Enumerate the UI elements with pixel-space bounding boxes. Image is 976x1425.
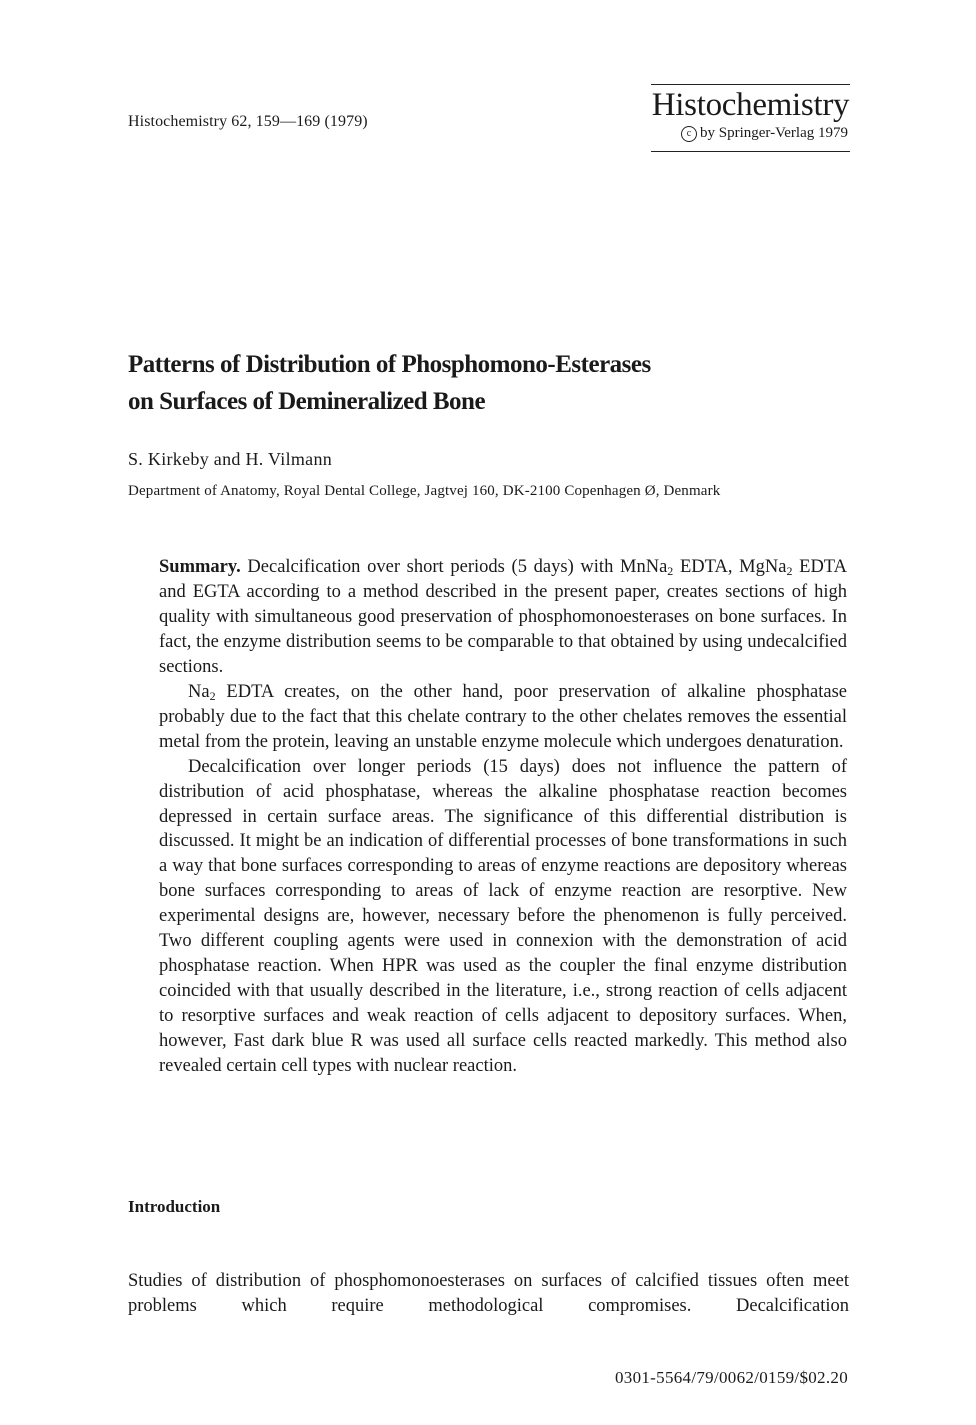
authors: S. Kirkeby and H. Vilmann: [128, 449, 333, 469]
masthead-top-rule: [651, 84, 850, 85]
summary-label: Summary.: [159, 557, 241, 577]
copyright-line: [651, 125, 850, 142]
journal-citation: Histochemistry 62, 159—169 (1979): [128, 113, 368, 130]
title-line-2: on Surfaces of Demineralized Bone: [128, 388, 486, 415]
masthead-bottom-rule: [651, 151, 850, 152]
summary-paragraph-1: [159, 555, 847, 680]
summary-text-2b: EDTA creates, on the other hand, poor preservation of alkaline phosphatase probably due to the fact that this chelate contrary to the other chelates removes the essential metal from the protein, leaving an unstable enzyme molecule which undergoes denaturation.: [159, 681, 847, 752]
summary-text-2a: Na: [188, 681, 210, 702]
summary-abstract: [159, 555, 847, 1079]
copyright-icon: c: [681, 126, 697, 142]
journal-name: Histochemistry: [651, 87, 850, 123]
summary-text-1c: EDTA and EGTA according to a method described in the present paper, creates sections of high quality with simultaneous good preservation of phosphomonoesterases on bone surfaces. In fact, the enzyme distribution seems to be comparable to that obtained by using undecalcified sections.: [159, 557, 847, 677]
summary-text-1a: Decalcification over short periods (5 days) with MnNa: [240, 557, 668, 577]
summary-paragraph-3: Decalcification over longer periods (15 days) does not influence the pattern of distribution of acid phosphatase, whereas the alkaline phosphatase reaction becomes depressed in certain surface areas. The significance of this differential distribution is discussed. It might be an indication of differential processes of bone transformations in such a way that bone surfaces corresponding to areas of enzyme reactions are depository whereas bone surfaces corresponding to areas of lack of enzyme reaction are resorptive. New experimental designs are, however, necessary before the phenomenon is fully perceived. Two different coupling agents were used in connexion with the demonstration of acid phosphatase reaction. When HPR was used as the coupler the final enzyme distribution coincided with that usually described in the literature, i.e., strong reaction of cells adjacent to resorptive surfaces and weak reaction of cells adjacent to depository surfaces. When, however, Fast dark blue R was used all surface cells reacted markedly. This method also revealed certain cell types with nuclear reaction.: [159, 756, 847, 1077]
article-title: [128, 346, 848, 420]
section-heading-introduction: Introduction: [128, 1197, 221, 1216]
summary-paragraph-2: [159, 680, 847, 755]
subscript: 2: [786, 564, 793, 578]
subscript: 2: [209, 688, 216, 703]
copyright-text: by Springer-Verlag 1979: [699, 125, 848, 141]
subscript: 2: [667, 564, 674, 578]
affiliation: Department of Anatomy, Royal Dental College, Jagtvej 160, DK-2100 Copenhagen Ø, Denmark: [128, 483, 721, 499]
summary-text-1b: EDTA, MgNa: [673, 557, 787, 577]
title-line-1: Patterns of Distribution of Phosphomono-Esterases: [128, 351, 651, 378]
journal-masthead: [651, 84, 850, 152]
introduction-text: Studies of distribution of phosphomonoesterases on surfaces of calcified tissues often meet problems which require methodological compromises. Decalcification: [128, 1271, 849, 1316]
footer-code: 0301-5564/79/0062/0159/$02.20: [614, 1368, 848, 1387]
